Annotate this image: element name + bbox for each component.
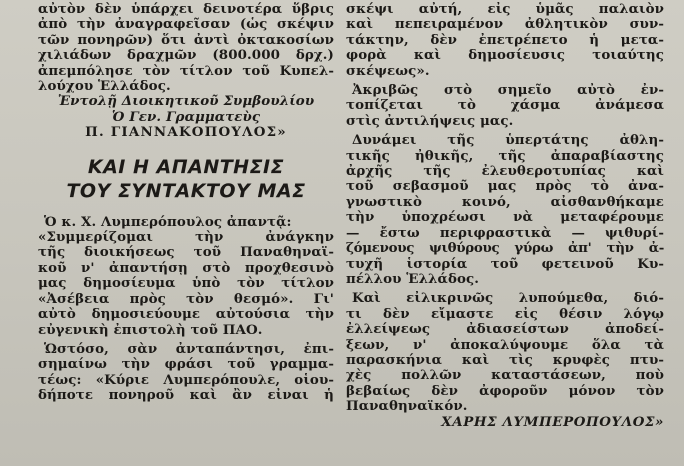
text-line: τικῆς ἠθικῆς, τῆς ἀπαραβίαστης [346, 148, 664, 164]
signature-role: Ὁ Γεν. Γραμματεὺς [111, 109, 261, 125]
text-line: «Συμμερίζομαι τὴν ἀνάγκην [38, 230, 334, 246]
signature-name: Π. ΓΙΑΝΝΑΚΟΠΟΥΛΟΣ» [85, 125, 287, 141]
text-line: παρασκήνια καὶ τὶς κρυφὲς πτυ- [346, 352, 664, 368]
text-line: γνωστικὸ κοινό, αἰσθανθήκαμε [346, 194, 664, 210]
text-line: τοῦ σεβασμοῦ μας πρὸς τὸ ἀνα- [346, 179, 664, 195]
text-line: πέλλου Ἑλλάδος. [346, 271, 480, 287]
text-line: χιλιάδων δραχμῶν (800.000 δρχ.) [38, 48, 334, 64]
text-line: κοῦ ν' ἀπαντήσῃ στὸ προχθεσινὸ [38, 260, 334, 276]
text-line: τῆς διοικήσεως τοῦ Παναθηναϊ- [38, 245, 334, 261]
text-line: «Ἀσέβεια πρὸς τὸν θεσμό». Γι' [38, 291, 334, 307]
text-line: Παναθηναϊκόν. [346, 399, 468, 415]
text-line: ἐλλείψεως ἀδιασείστων ἀποδεί- [346, 322, 664, 338]
text-line: τοπίζεται τὸ χάσμα ἀνάμεσα [346, 98, 664, 114]
text-line: αὐτὸν δὲν ὑπάρχει δεινοτέρα ὕβρις [38, 2, 334, 17]
right-column [346, 2, 664, 430]
text-line: τὴν ὑποχρέωσι νὰ μεταφέρουμε [346, 210, 664, 226]
text-line: τυχῆ ἱστορία τοῦ φετεινοῦ Κυ- [346, 256, 664, 272]
text-line: αὐτὸ δημοσιεύουμε αὐτούσια τὴν [38, 307, 334, 323]
left-column [38, 2, 334, 404]
signature-board: Ἐντολῇ Διοικητικοῦ Συμβουλίου [57, 94, 315, 110]
text-line: ἀπὸ τὴν ἀναγραφεῖσαν (ὡς σκέψιν [38, 17, 334, 33]
text-line: βεβαίως δὲν ἀφοροῦν μόνον τὸν [346, 383, 664, 399]
text-line: τέως: «Κύριε Λυμπερόπουλε, οἱου- [38, 372, 334, 388]
text-line: τι δὲν εἴμαστε εἰς θέσιν λόγῳ [346, 306, 664, 322]
text-line: τῶν πονηρῶν) ὅτι ἀντὶ ὀκτακοσίων [38, 32, 334, 48]
text-line: — ἔστω περιφραστικὰ — ψιθυρί- [346, 225, 664, 241]
text-line: χὲς πολλῶν καταστάσεων, ποὺ [346, 368, 664, 384]
text-line: σημαίνω τὴν φράσι τοῦ γραμμα- [38, 357, 334, 373]
text-line: ζόμενους ψιθύρους γύρω ἀπ' τὴν ἀ- [346, 241, 664, 257]
text-line: Ἀκριβῶς στὸ σημεῖο αὐτὸ ἐν- [352, 83, 664, 99]
text-line: μας δημοσίευμα ὑπὸ τὸν τίτλον [38, 276, 334, 292]
text-line: τάκτην, δὲν ἐπετρέπετο ἡ μετα- [346, 32, 664, 48]
text-line: σκέψι αὐτή, εἰς ὑμᾶς παλαιὸν [346, 2, 664, 17]
text-line: δήποτε πονηροῦ καὶ ἂν εἶναι ἡ [38, 388, 334, 404]
text-line: ξεων, ν' ἀποκαλύψουμε ὅλα τὰ [346, 337, 664, 353]
author-signature: ΧΑΡΗΣ ΛΥΜΠΕΡΟΠΟΥΛΟΣ» [441, 414, 664, 430]
article-headline [38, 155, 334, 203]
text-line: ἀρχῆς τῆς ἐλευθεροτυπίας καὶ [346, 164, 664, 180]
headline-line-1: ΚΑΙ Η ΑΠΑΝΤΗΣΙΣ [87, 155, 285, 178]
text-line: ἀπεμπόλησε τὸν τίτλον τοῦ Κυπελ- [38, 63, 334, 79]
headline-line-2: ΤΟΥ ΣΥΝΤΑΚΤΟΥ ΜΑΣ [66, 179, 306, 202]
text-line: στὶς ἀντιλήψεις μας. [346, 113, 514, 129]
text-line: σκέψεως». [346, 63, 430, 79]
text-line: Καὶ εἰλικρινῶς λυπούμεθα, διό- [352, 291, 664, 307]
text-line: Ὁ κ. Χ. Λυμπερόπουλος ἀπαντᾷ: [44, 214, 292, 230]
text-line: Ὡστόσο, σὰν ἀνταπάντησι, ἐπι- [44, 341, 334, 357]
text-line: Δυνάμει τῆς ὑπερτάτης ἀθλη- [352, 133, 664, 149]
text-line: φορὰ καὶ δημοσίευσις τοιαύτης [346, 48, 664, 64]
text-line: λούχου Ἑλλάδος. [38, 79, 171, 95]
text-line: καὶ πεπειραμένον ἀθλητικὸν συν- [346, 17, 664, 33]
text-line: εὐγενικὴ ἐπιστολὴ τοῦ ΠΑΟ. [38, 322, 263, 338]
